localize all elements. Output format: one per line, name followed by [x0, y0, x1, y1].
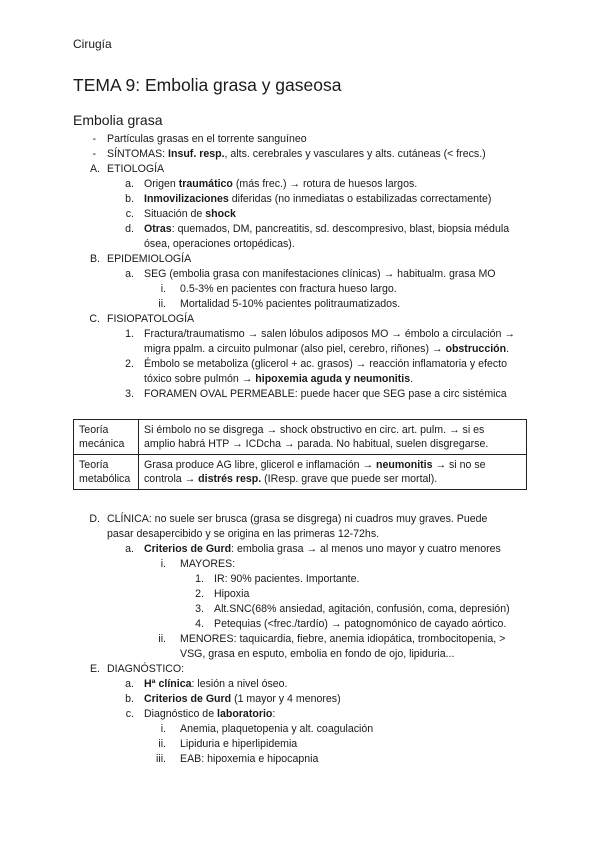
bullet-marker: - [92, 148, 96, 160]
bullet-marker: - [92, 133, 96, 145]
subitem-marker: i. [160, 558, 166, 570]
numbered-marker: 1. [195, 573, 204, 585]
fisiopatologia-item-continuation: migra ppalm. a circuito pulmonar (also piel, cerebro, riñones) → obstrucción. [144, 343, 510, 355]
mayores-item: Hipoxia [214, 588, 250, 600]
item-marker: 1. [125, 328, 134, 340]
section-marker: D. [89, 513, 100, 525]
section-heading: ETIOLOGÍA [107, 163, 165, 175]
subitem-marker: i. [160, 283, 166, 295]
fisiopatologia-item-continuation: tóxico sobre pulmón → hipoxemia aguda y neumonitis. [144, 373, 414, 385]
section-marker: E. [89, 663, 100, 675]
intro-item: Partículas grasas en el torrente sanguíneo [107, 133, 307, 145]
page-title: TEMA 9: Embolia grasa y gaseosa [73, 75, 342, 95]
item-marker: c. [125, 208, 134, 220]
subitem-marker: iii. [155, 753, 166, 765]
item-marker: b. [125, 693, 134, 705]
mayores-item: Petequias (<frec./tardío) → patognomónico de cayado aórtico. [214, 618, 507, 630]
numbered-marker: 4. [195, 618, 204, 630]
table-cell-label: Teoría mecánica [74, 420, 139, 455]
section-marker: A. [89, 163, 100, 175]
menores-text-continuation: VSG, grasa en esputo, embolia en fondo de ojo, lipiduria... [180, 648, 455, 660]
diagnostico-item: Diagnóstico de laboratorio: [144, 708, 276, 720]
epidemiologia-subitem: 0.5-3% en pacientes con fractura hueso largo. [180, 283, 397, 295]
item-marker: a. [125, 268, 134, 280]
section-marker: B. [89, 253, 100, 265]
section-heading: FISIOPATOLOGÍA [107, 313, 195, 325]
item-marker: 2. [125, 358, 134, 370]
clinica-text-continuation: pasar desapercibido y se origina en las primeras 12-72hs. [107, 528, 380, 540]
diagnostico-item: Hª clínica: lesión a nivel óseo. [144, 678, 288, 690]
subitem-marker: i. [160, 723, 166, 735]
item-marker: b. [125, 193, 134, 205]
clinica-text: CLÍNICA: no suele ser brusca (grasa se disgrega) ni cuadros muy graves. Puede [107, 513, 488, 525]
clinica-item: Criterios de Gurd: embolia grasa → al menos uno mayor y cuatro menores [144, 543, 501, 555]
theory-table [73, 419, 527, 490]
section-marker: C. [89, 313, 100, 325]
item-marker: a. [125, 678, 134, 690]
section-subtitle: Embolia grasa [73, 112, 163, 128]
numbered-marker: 2. [195, 588, 204, 600]
etiologia-item: Situación de shock [144, 208, 236, 220]
item-marker: d. [125, 223, 134, 235]
table-cell-content: Si émbolo no se disgrega → shock obstructivo en circ. art. pulm. → si es amplio habrá HTP → ICDcha → parada. No habitual, suelen disgregarse. [139, 420, 527, 455]
mayores-heading: MAYORES: [180, 558, 236, 570]
fisiopatologia-item: FORAMEN OVAL PERMEABLE: puede hacer que SEG pase a circ sistémica [144, 388, 507, 400]
item-marker: c. [125, 708, 134, 720]
laboratorio-item: Anemia, plaquetopenia y alt. coagulación [180, 723, 374, 735]
section-heading: DIAGNÓSTICO: [107, 663, 185, 675]
etiologia-item-continuation: ósea, operaciones ortopédicas). [144, 238, 295, 250]
etiologia-item: Otras: quemados, DM, pancreatitis, sd. descompresivo, blast, biopsia médula [144, 223, 510, 235]
laboratorio-item: EAB: hipoxemia e hipocapnia [180, 753, 319, 765]
item-marker: a. [125, 178, 134, 190]
table-cell-content: Grasa produce AG libre, glicerol e inflamación → neumonitis → si no se controla → distrés resp. (IResp. grave que puede ser mortal). [139, 455, 527, 490]
section-heading: EPIDEMIOLOGÍA [107, 253, 192, 265]
fisiopatologia-item: Fractura/traumatismo → salen lóbulos adiposos MO → émbolo a circulación → [144, 328, 515, 340]
laboratorio-item: Lipiduria e hiperlipidemia [180, 738, 298, 750]
subitem-marker: ii. [158, 633, 166, 645]
item-marker: 3. [125, 388, 134, 400]
intro-item: SÍNTOMAS: Insuf. resp., alts. cerebrales y vasculares y alts. cutáneas (< frecs.) [107, 148, 486, 160]
etiologia-item: Origen traumático (más frec.) → rotura de huesos largos. [144, 178, 418, 190]
epidemiologia-item: SEG (embolia grasa con manifestaciones clínicas) → habitualm. grasa MO [144, 268, 496, 280]
item-marker: a. [125, 543, 134, 555]
table-cell-label: Teoría metabólica [74, 455, 139, 490]
epidemiologia-subitem: Mortalidad 5-10% pacientes politraumatizados. [180, 298, 401, 310]
mayores-item: Alt.SNC(68% ansiedad, agitación, confusión, coma, depresión) [214, 603, 510, 615]
subitem-marker: ii. [158, 738, 166, 750]
menores-text: MENORES: taquicardia, fiebre, anemia idiopática, trombocitopenia, > [180, 633, 506, 645]
fisiopatologia-item: Émbolo se metaboliza (glicerol + ac. grasos) → reacción inflamatoria y efecto [144, 358, 507, 370]
table-row [74, 420, 527, 455]
document-header: Cirugía [73, 37, 112, 51]
table-row [74, 455, 527, 490]
etiologia-item: Inmovilizaciones diferidas (no inmediatas o estabilizadas correctamente) [144, 193, 492, 205]
subitem-marker: ii. [158, 298, 166, 310]
mayores-item: IR: 90% pacientes. Importante. [214, 573, 360, 585]
diagnostico-item: Criterios de Gurd (1 mayor y 4 menores) [144, 693, 341, 705]
numbered-marker: 3. [195, 603, 204, 615]
